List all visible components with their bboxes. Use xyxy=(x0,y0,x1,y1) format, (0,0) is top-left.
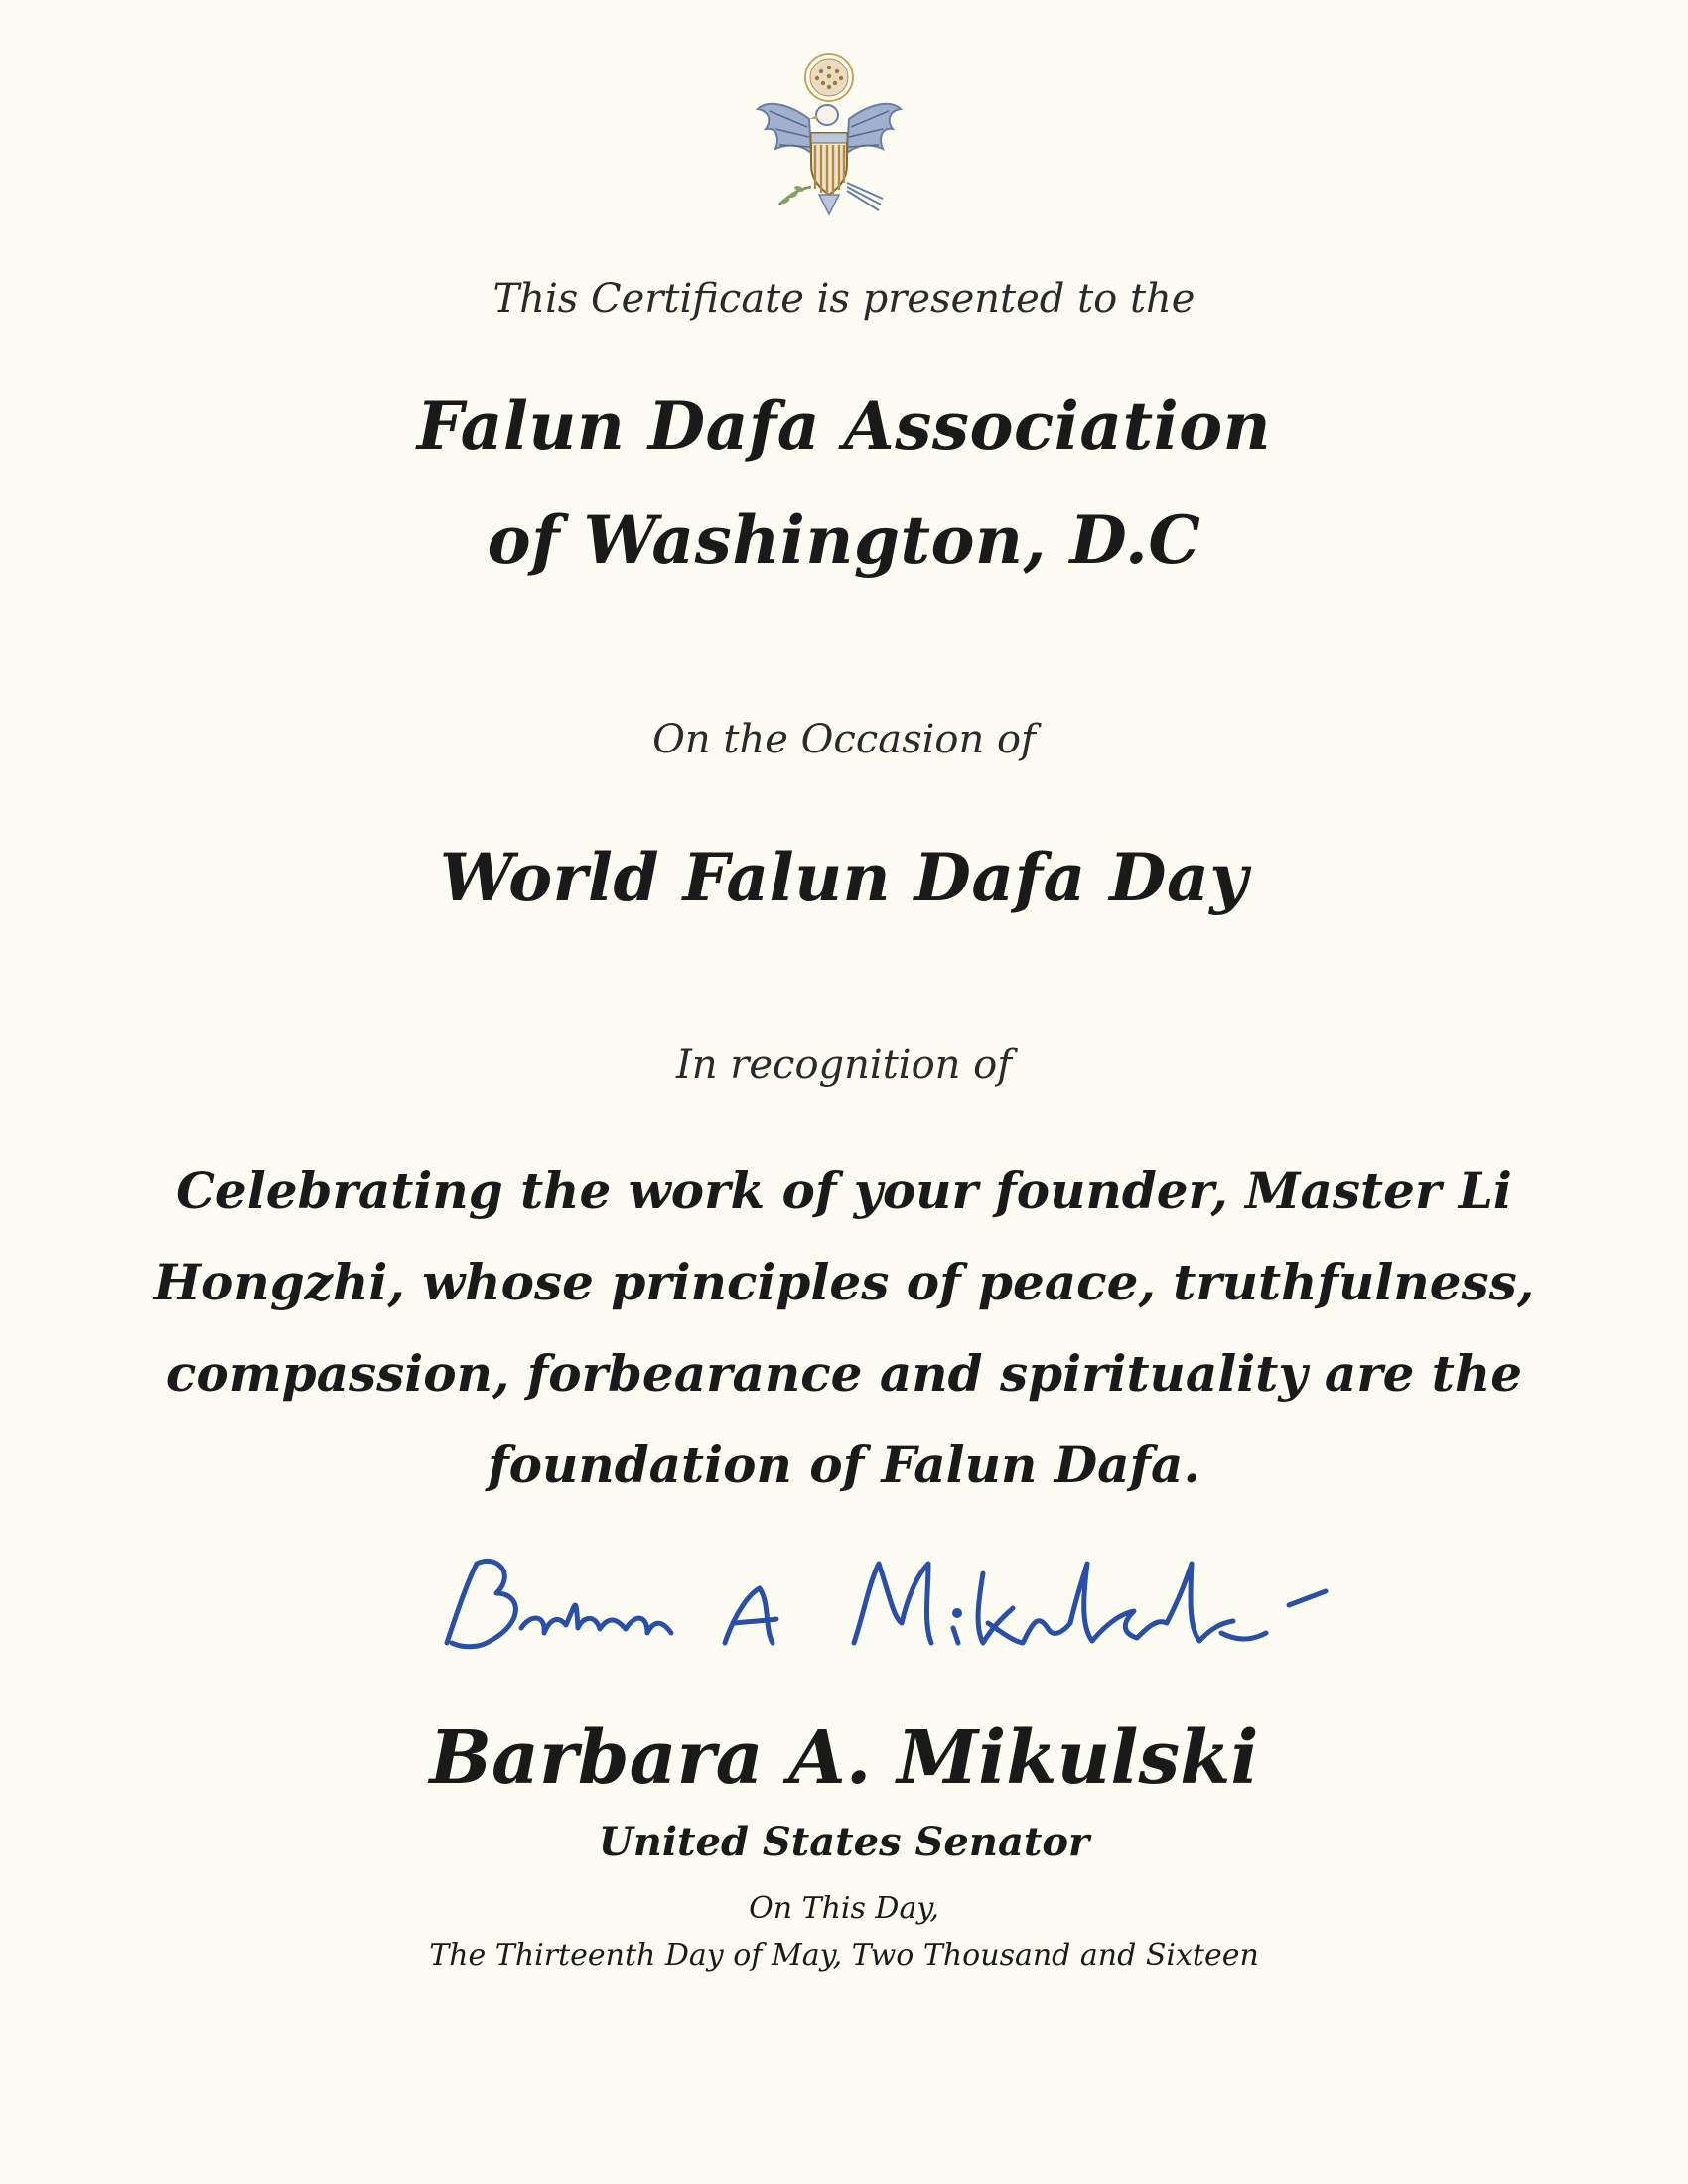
handwritten-signature xyxy=(427,1534,1350,1683)
date-line: On This Day, xyxy=(749,1891,939,1926)
occasion-label: On the Occasion of xyxy=(652,717,1036,762)
recognition-text-line: compassion, forbearance and spirituality are the xyxy=(165,1344,1523,1403)
signer-title: United States Senator xyxy=(598,1819,1090,1865)
recipient-name-line1: Falun Dafa Association xyxy=(416,387,1272,465)
signer-name: Barbara A. Mikulski xyxy=(429,1715,1259,1801)
date-line: The Thirteenth Day of May, Two Thousand and Sixteen xyxy=(429,1938,1259,1973)
recognition-text-line: Hongzhi, whose principles of peace, truthfulness, xyxy=(153,1253,1535,1311)
great-seal-eagle-icon xyxy=(750,50,909,223)
recipient-name-line2: of Washington, D.C xyxy=(487,501,1201,579)
recognition-text-line: Celebrating the work of your founder, Master Li xyxy=(176,1161,1512,1220)
recognition-label: In recognition of xyxy=(675,1042,1013,1088)
recognition-text-line: foundation of Falun Dafa. xyxy=(488,1435,1200,1494)
presented-to-label: This Certificate is presented to the xyxy=(492,276,1196,322)
occasion-name: World Falun Dafa Day xyxy=(439,839,1249,916)
